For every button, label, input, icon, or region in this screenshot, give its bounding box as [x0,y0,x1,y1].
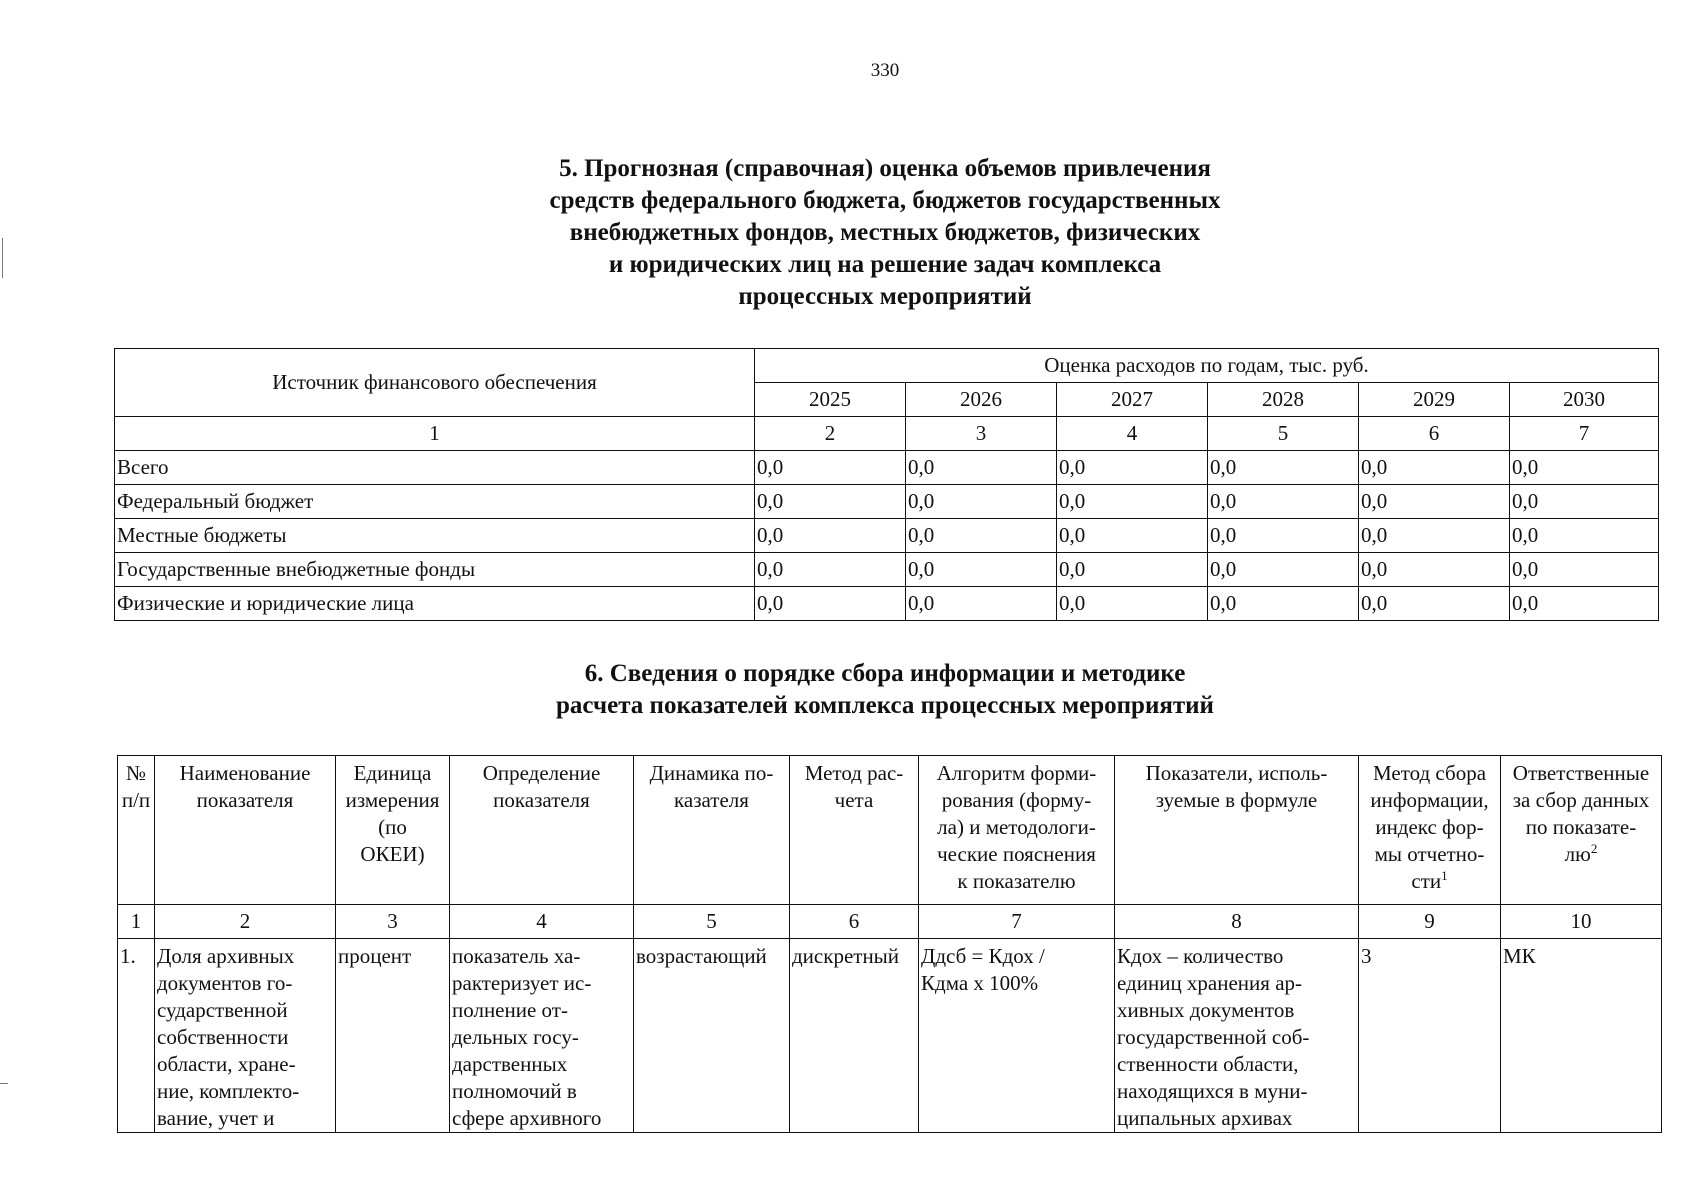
footnote-marker: 2 [1590,841,1598,856]
source-cell: Физические и юридические лица [115,587,755,621]
value-cell: 0,0 [1208,519,1359,553]
value-cell: 0,0 [906,519,1057,553]
column-number: 2 [155,905,336,939]
section-6-title-line: 6. Сведения о порядке сбора информации и методике [584,660,1186,687]
value-cell: 0,0 [755,553,906,587]
column-number: 8 [1115,905,1359,939]
column-number: 3 [336,905,450,939]
unit: процент [336,939,450,1133]
formula-variables: Кдох – количество единиц хранения ар- хивных документов государственной соб- ственности области, находящихся в муни- ципальных архивах [1115,939,1359,1133]
value-cell: 0,0 [1510,485,1659,519]
value-cell: 0,0 [1208,485,1359,519]
column-number: 7 [919,905,1115,939]
value-cell: 0,0 [1057,553,1208,587]
source-header: Источник финансового обеспечения [115,349,755,417]
table-row [115,519,1659,553]
column-number: 2 [755,417,906,451]
year-header: 2026 [906,383,1057,417]
value-cell: 0,0 [1057,587,1208,621]
column-number: 5 [634,905,790,939]
dynamics: возрастающий [634,939,790,1133]
column-number: 1 [118,905,155,939]
financing-estimate-table [114,348,1659,621]
header-collection-method-text: Метод сбора информации, индекс фор- мы отчетно- сти [1370,761,1489,893]
value-cell: 0,0 [1359,519,1510,553]
table-row [115,485,1659,519]
value-cell: 0,0 [1510,553,1659,587]
calc-method: дискретный [790,939,919,1133]
indicator-methodology-table [117,755,1662,1133]
source-cell: Местные бюджеты [115,519,755,553]
responsible: МК [1501,939,1662,1133]
column-number: 3 [906,417,1057,451]
value-cell: 0,0 [1510,587,1659,621]
year-header: 2025 [755,383,906,417]
year-header: 2028 [1208,383,1359,417]
year-header: 2027 [1057,383,1208,417]
column-number: 5 [1208,417,1359,451]
table-row [115,451,1659,485]
section-5-title [0,153,1697,313]
header-algorithm: Алгоритм форми- рования (форму- ла) и методологи- ческие пояснения к показателю [919,756,1115,905]
column-number: 6 [790,905,919,939]
value-cell: 0,0 [755,587,906,621]
column-number: 7 [1510,417,1659,451]
row-number: 1. [118,939,155,1133]
section-5-title-line: внебюджетных фондов, местных бюджетов, физических [569,219,1201,246]
value-cell: 0,0 [1208,553,1359,587]
table-row [115,587,1659,621]
value-cell: 0,0 [1510,451,1659,485]
section-5-title-line: 5. Прогнозная (справочная) оценка объемов привлечения [559,155,1211,182]
value-cell: 0,0 [1359,485,1510,519]
column-number: 4 [1057,417,1208,451]
section-6-title [0,658,1697,722]
header-number: № п/п [118,756,155,905]
value-cell: 0,0 [906,485,1057,519]
header-formula-variables: Показатели, исполь- зуемые в формуле [1115,756,1359,905]
value-cell: 0,0 [1057,451,1208,485]
header-calc-method: Метод рас- чета [790,756,919,905]
header-unit: Единица измерения (по ОКЕИ) [336,756,450,905]
year-header: 2030 [1510,383,1659,417]
value-cell: 0,0 [1057,519,1208,553]
header-indicator-name: Наименование показателя [155,756,336,905]
header-responsible-text: Ответственные за сбор данных по показате- лю [1512,761,1650,866]
value-cell: 0,0 [1359,553,1510,587]
section-5-title-line: и юридических лиц на решение задач комплекса [608,251,1162,278]
column-number: 10 [1501,905,1662,939]
definition: показатель ха- рактеризует ис- полнение от- дельных госу- дарственных полномочий в сфере архивного [450,939,634,1133]
column-number: 9 [1359,905,1501,939]
column-number: 4 [450,905,634,939]
indicator-name: Доля архивных документов го- сударственной собственности области, хране- ние, комплекто- вание, учет и [155,939,336,1133]
value-cell: 0,0 [906,553,1057,587]
year-header: 2029 [1359,383,1510,417]
value-cell: 0,0 [1208,451,1359,485]
value-cell: 0,0 [1208,587,1359,621]
header-responsible [1501,756,1662,905]
source-cell: Федеральный бюджет [115,485,755,519]
page-number: 330 [870,60,900,81]
source-cell: Всего [115,451,755,485]
value-cell: 0,0 [1057,485,1208,519]
value-cell: 0,0 [1359,451,1510,485]
section-5-title-line: процессных мероприятий [738,283,1032,310]
value-cell: 0,0 [906,587,1057,621]
value-cell: 0,0 [906,451,1057,485]
header-collection-method [1359,756,1501,905]
value-cell: 0,0 [1359,587,1510,621]
formula: Ддсб = Кдох / Кдма х 100% [919,939,1115,1133]
section-6-title-line: расчета показателей комплекса процессных мероприятий [556,692,1214,719]
header-dynamics: Динамика по- казателя [634,756,790,905]
value-cell: 0,0 [1510,519,1659,553]
estimate-header: Оценка расходов по годам, тыс. руб. [755,349,1659,383]
table-row [118,939,1662,1133]
column-number: 1 [115,417,755,451]
value-cell: 0,0 [755,451,906,485]
header-definition: Определение показателя [450,756,634,905]
footnote-marker: 1 [1441,868,1448,883]
source-cell: Государственные внебюджетные фонды [115,553,755,587]
collection-method: 3 [1359,939,1501,1133]
value-cell: 0,0 [755,519,906,553]
table-row [115,553,1659,587]
value-cell: 0,0 [755,485,906,519]
scan-margin-mark [0,1083,8,1084]
column-number: 6 [1359,417,1510,451]
section-5-title-line: средств федерального бюджета, бюджетов государственных [549,187,1221,214]
